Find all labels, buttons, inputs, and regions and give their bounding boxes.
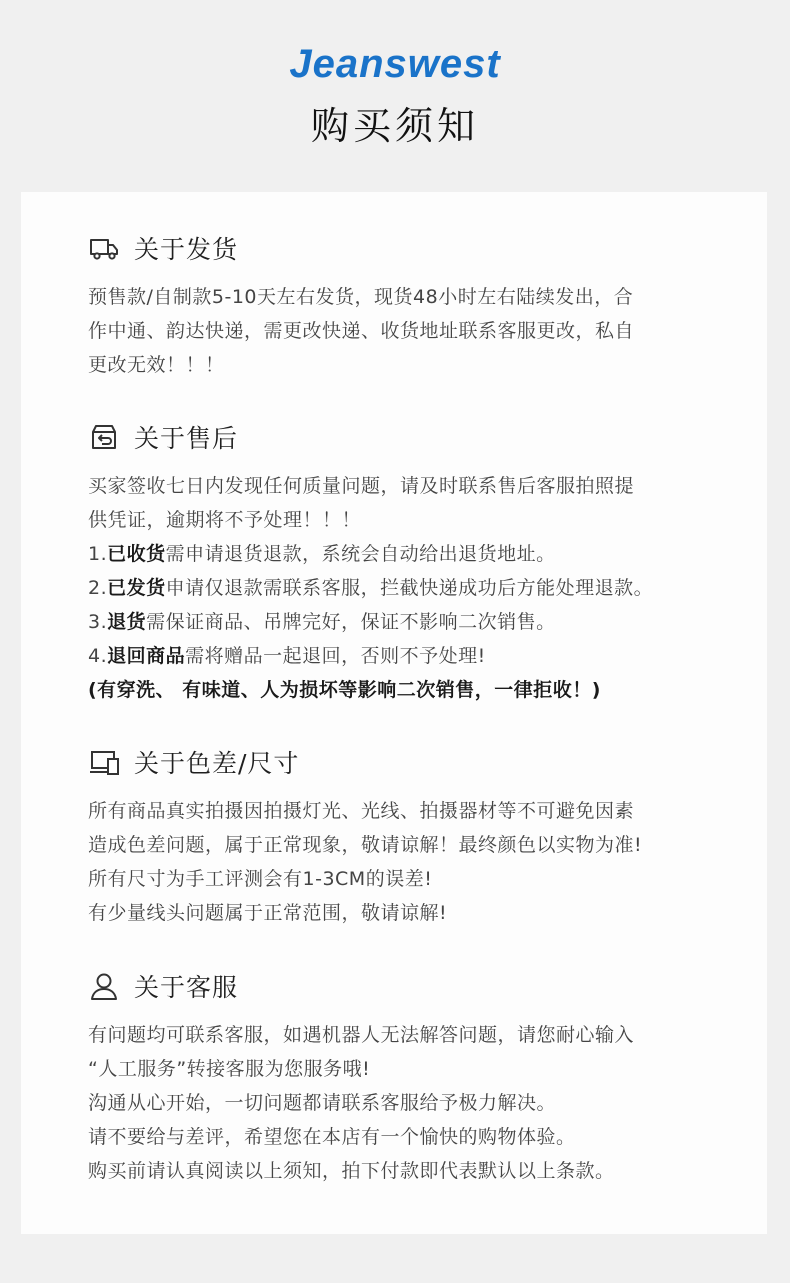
delivery-truck-icon (88, 232, 120, 264)
rule-number: 2. (88, 577, 108, 599)
rule-number: 1. (88, 543, 108, 565)
rule-item (88, 605, 748, 639)
rule-keyword: 退货 (107, 611, 147, 633)
return-box-icon (88, 421, 120, 453)
text-line: “人工服务”转接客服为您服务哦! (88, 1058, 371, 1080)
section-body (88, 280, 748, 382)
text-line: 购买前请认真阅读以上须知，拍下付款即代表默认以上条款。 (88, 1160, 615, 1182)
section-after-sales (88, 417, 748, 707)
rule-text: 需申请退货退款，系统会自动给出退货地址。 (165, 543, 556, 565)
rejection-note: (有穿洗、 有味道、人为损坏等影响二次销售，一律拒收！) (88, 679, 601, 701)
text-line: 预售款/自制款5-10天左右发货，现货48小时左右陆续发出，合 (88, 286, 634, 308)
text-line: 有少量线头问题属于正常范围，敬请谅解! (88, 902, 448, 924)
section-title: 关于发货 (134, 235, 239, 264)
brand-logo: Jeanswest (289, 42, 501, 86)
rule-text: 需将赠品一起退回，否则不予处理! (185, 645, 486, 667)
section-title: 关于色差/尺寸 (134, 749, 300, 778)
text-line: 供凭证，逾期将不予处理！！！ (88, 509, 362, 531)
devices-icon (88, 746, 120, 778)
section-title: 关于客服 (134, 973, 239, 1002)
section-body (88, 469, 748, 707)
text-line: 所有商品真实拍摄因拍摄灯光、光线、拍摄器材等不可避免因素 (88, 800, 635, 822)
section-service (88, 966, 748, 1188)
section-title: 关于售后 (134, 424, 239, 453)
section-color-size (88, 742, 748, 930)
rule-text: 需保证商品、吊牌完好，保证不影响二次销售。 (146, 611, 556, 633)
rule-keyword: 已收货 (107, 543, 166, 565)
text-line: 所有尺寸为手工评测会有1-3CM的误差! (88, 868, 433, 890)
rule-item (88, 537, 748, 571)
text-line: 买家签收七日内发现任何质量问题，请及时联系售后客服拍照提 (88, 475, 635, 497)
text-line: 沟通从心开始，一切问题都请联系客服给予极力解决。 (88, 1092, 557, 1114)
rule-item (88, 571, 748, 605)
text-line: 造成色差问题，属于正常现象，敬请谅解！最终颜色以实物为准! (88, 834, 643, 856)
text-line: 更改无效！！！ (88, 354, 225, 376)
rule-item (88, 639, 748, 673)
section-header (88, 228, 748, 268)
rule-number: 3. (88, 611, 108, 633)
section-shipping (88, 228, 748, 382)
user-icon (88, 970, 120, 1002)
text-line: 有问题均可联系客服，如遇机器人无法解答问题，请您耐心输入 (88, 1024, 635, 1046)
text-line: 作中通、韵达快递，需更改快递、收货地址联系客服更改，私自 (88, 320, 635, 342)
page-title: 购买须知 (310, 104, 479, 148)
rule-keyword: 已发货 (107, 577, 166, 599)
rule-text: 申请仅退款需联系客服，拦截快递成功后方能处理退款。 (165, 577, 654, 599)
section-header (88, 742, 748, 782)
notice-card (21, 192, 767, 1234)
section-header (88, 966, 748, 1006)
section-body (88, 794, 748, 930)
section-body (88, 1018, 748, 1188)
rule-number: 4. (88, 645, 108, 667)
text-line: 请不要给与差评，希望您在本店有一个愉快的购物体验。 (88, 1126, 576, 1148)
section-header (88, 417, 748, 457)
rule-keyword: 退回商品 (107, 645, 186, 667)
